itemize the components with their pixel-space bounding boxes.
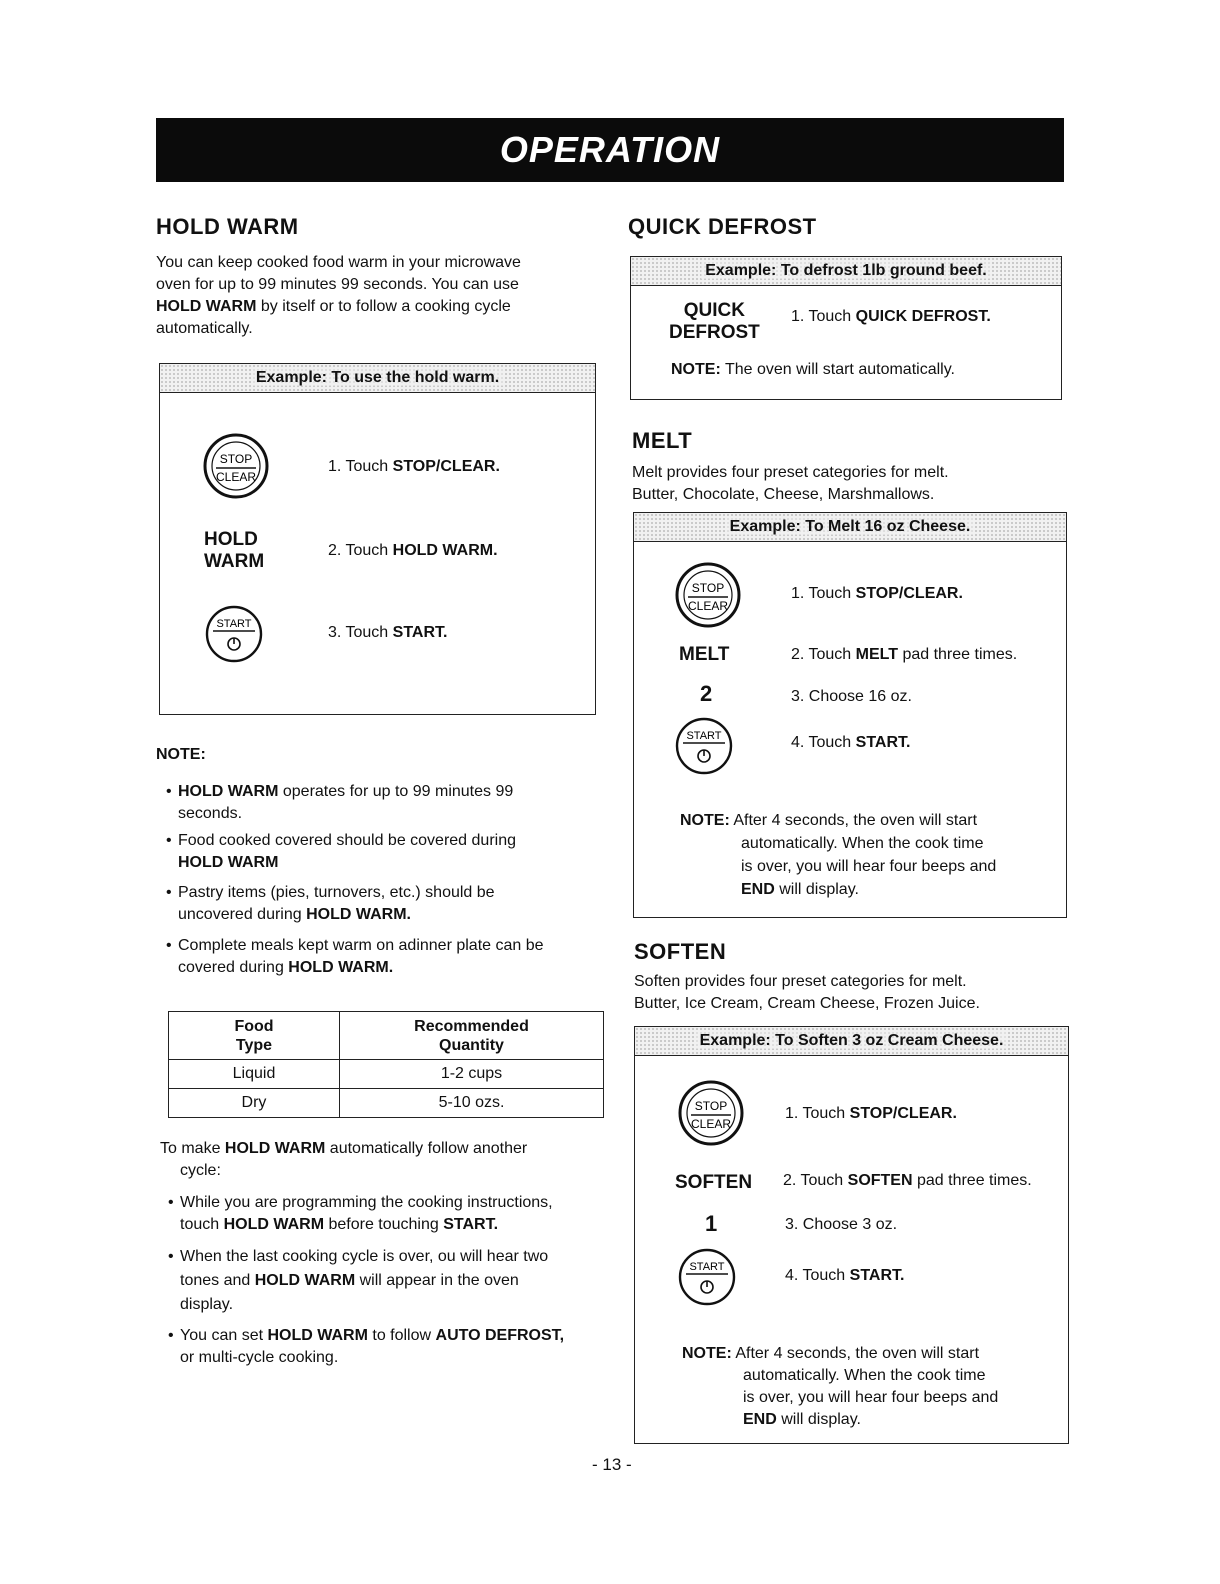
start-icon <box>204 604 264 664</box>
page-number: - 13 - <box>592 1455 632 1474</box>
step-3: 3. Choose 16 oz. <box>791 688 912 705</box>
svg-text:START: START <box>686 730 722 742</box>
example-title: Example: To Melt 16 oz Cheese. <box>634 513 1066 542</box>
table-row: Dry 5-10 ozs. <box>169 1089 604 1118</box>
melt-heading: MELT <box>632 428 693 453</box>
step-1: 1. Touch STOP/CLEAR. <box>328 458 500 475</box>
step-4: 4. Touch START. <box>791 734 911 751</box>
svg-text:CLEAR: CLEAR <box>690 1117 732 1131</box>
note-item: • HOLD WARM operates for up to 99 minutes 99 seconds. <box>178 781 598 825</box>
step-1: 1. Touch STOP/CLEAR. <box>785 1105 957 1122</box>
melt-example-box <box>633 512 1067 918</box>
quick-defrost-pad-label: QUICK DEFROST <box>669 300 760 343</box>
soften-example-box <box>634 1026 1069 1444</box>
hold-warm-intro: You can keep cooked food warm in your microwave oven for up to 99 minutes 99 seconds. You can use HOLD WARM by itself or to follow a cooking cycle automatically. <box>156 254 521 337</box>
auto-item: • When the last cooking cycle is over, ou will hear two tones and HOLD WARM will appear in the oven display. <box>180 1245 610 1317</box>
note-item: • Pastry items (pies, turnovers, etc.) should be uncovered during HOLD WARM. <box>178 882 598 926</box>
quick-defrost-note: NOTE: The oven will start automatically. <box>671 361 955 378</box>
svg-text:START: START <box>689 1261 725 1273</box>
page-banner: OPERATION <box>156 118 1064 182</box>
auto-item: • While you are programming the cooking instructions, touch HOLD WARM before touching START. <box>180 1192 610 1236</box>
step-2: 2. Touch SOFTEN pad three times. <box>783 1172 1032 1189</box>
note-label: NOTE: <box>156 746 206 763</box>
example-title: Example: To Soften 3 oz Cream Cheese. <box>635 1027 1068 1056</box>
hold-warm-pad-label: HOLD WARM <box>204 529 265 572</box>
example-title: Example: To use the hold warm. <box>160 364 595 393</box>
svg-text:STOP: STOP <box>219 452 253 466</box>
svg-text:CLEAR: CLEAR <box>215 470 257 484</box>
note-item: • Food cooked covered should be covered during HOLD WARM <box>178 830 598 874</box>
quantity-table <box>168 1011 604 1118</box>
step-3: 3. Touch START. <box>328 624 448 641</box>
step-2: 2. Touch MELT pad three times. <box>791 646 1018 663</box>
stop-clear-icon <box>202 432 270 500</box>
svg-text:STOP: STOP <box>691 581 725 595</box>
svg-text:STOP: STOP <box>694 1099 728 1113</box>
step-4: 4. Touch START. <box>785 1267 905 1284</box>
melt-pad-label: MELT <box>679 644 730 665</box>
step-3: 3. Choose 3 oz. <box>785 1216 898 1233</box>
table-row: Liquid 1-2 cups <box>169 1060 604 1089</box>
start-icon <box>674 716 734 776</box>
auto-item: • You can set HOLD WARM to follow AUTO DEFROST, or multi-cycle cooking. <box>180 1325 620 1369</box>
start-icon <box>677 1247 737 1307</box>
note-item: • Complete meals kept warm on adinner plate can be covered during HOLD WARM. <box>178 935 598 979</box>
step-2: 2. Touch HOLD WARM. <box>328 542 498 559</box>
soften-pad-label: SOFTEN <box>675 1172 753 1193</box>
step-1: 1. Touch STOP/CLEAR. <box>791 585 963 602</box>
melt-note: NOTE: After 4 seconds, the oven will start automatically. When the cook time is over, you will hear four beeps and END will display. <box>680 812 997 898</box>
step-1: 1. Touch QUICK DEFROST. <box>791 308 991 325</box>
number-pad-1: 1 <box>705 1211 718 1236</box>
stop-clear-icon <box>677 1079 745 1147</box>
table-header: Food Type <box>169 1012 340 1060</box>
table-header: Recommended Quantity <box>340 1012 604 1060</box>
stop-clear-icon <box>674 561 742 629</box>
quick-defrost-heading: QUICK DEFROST <box>628 214 817 239</box>
melt-intro: Melt provides four preset categories for melt. Butter, Chocolate, Cheese, Marshmallows. <box>632 464 949 503</box>
auto-follow-intro: To make HOLD WARM automatically follow another cycle: <box>160 1140 528 1179</box>
svg-text:CLEAR: CLEAR <box>687 599 729 613</box>
soften-intro: Soften provides four preset categories for melt. Butter, Ice Cream, Cream Cheese, Frozen Juice. <box>634 973 980 1012</box>
example-title: Example: To defrost 1lb ground beef. <box>631 257 1061 286</box>
hold-warm-example-box <box>159 363 596 715</box>
number-pad-2: 2 <box>700 681 713 706</box>
soften-note: NOTE: After 4 seconds, the oven will start automatically. When the cook time is over, you will hear four beeps and END will display. <box>682 1345 999 1428</box>
soften-heading: SOFTEN <box>634 939 727 964</box>
svg-text:START: START <box>216 618 252 630</box>
hold-warm-heading: HOLD WARM <box>156 214 299 239</box>
quick-defrost-example-box <box>630 256 1062 400</box>
